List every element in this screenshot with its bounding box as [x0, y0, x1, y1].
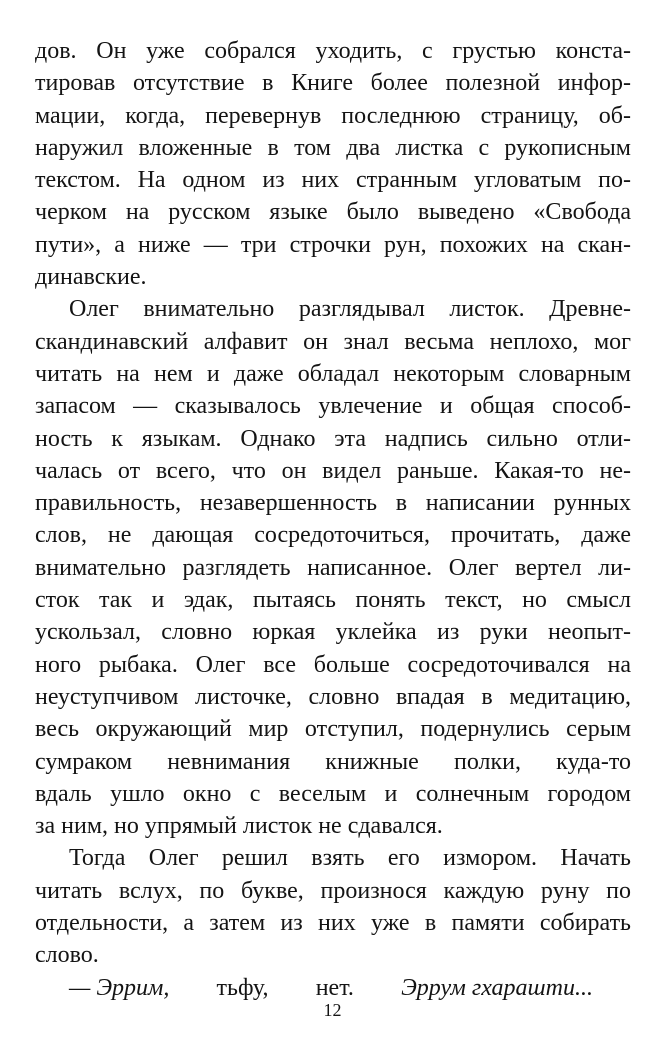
dialogue-part-1: — Эррим, [69, 974, 170, 1001]
text-line: чалась от всего, что он видел раньше. Какая-то не- [35, 457, 631, 484]
text-line: читать вслух, по букве, произнося каждую руну по [35, 877, 631, 904]
text-line: весь окружающий мир отступил, подернулись серым [35, 716, 631, 743]
text-line: тировав отсутствие в Книге более полезной инфор- [35, 70, 631, 97]
text-line: Тогда Олег решил взять его измором. Начать [69, 845, 631, 872]
text-line: запасом — сказывалось увлечение и общая способ- [35, 393, 631, 420]
text-line: вдаль ушло окно с веселым и солнечным городом [35, 780, 631, 807]
text-line: читать на нем и даже обладал некоторым словарным [35, 360, 631, 387]
paragraph [35, 35, 631, 293]
dialogue-part-2: тьфу, [216, 974, 269, 1001]
text-line: неуступчивом листочке, словно впадая в медитацию, [35, 683, 631, 710]
text-line: ускользал, словно юркая уклейка из руки неопыт- [35, 619, 631, 646]
text-line: ного рыбака. Олег все больше сосредоточивался на [35, 651, 631, 678]
text-line: наружил вложенные в том два листка с рукописным [35, 134, 631, 161]
text-line: слов, не дающая сосредоточиться, прочитать, даже [35, 522, 631, 549]
text-line: черком на русском языке было выведено «Свобода [35, 199, 631, 226]
text-line: внимательно разглядеть написанное. Олег вертел ли- [35, 554, 631, 581]
text-line: динавские. [35, 264, 147, 291]
paragraph [35, 842, 631, 971]
dialogue-part-3: нет. [315, 974, 354, 1001]
text-line: ность к языкам. Однако эта надпись сильно отли- [35, 425, 631, 452]
text-line: отдельности, а затем из них уже в памяти собирать [35, 910, 631, 937]
body-text [35, 35, 631, 1004]
text-line: мации, когда, перевернув последнюю страницу, об- [35, 102, 631, 129]
text-line: скандинавский алфавит он знал весьма неплохо, мог [35, 328, 631, 355]
text-line: текстом. На одном из них странным угловатым по- [35, 167, 631, 194]
paragraph [35, 293, 631, 842]
text-line: дов. Он уже собрался уходить, с грустью конста- [35, 38, 631, 64]
text-line: Олег внимательно разглядывал листок. Древне- [69, 296, 631, 323]
dialogue-part-4: Эррум гхарашти... [401, 974, 593, 1001]
paragraphs-container [35, 35, 631, 972]
text-line: пути», а ниже — три строчки рун, похожих на скан- [35, 231, 631, 258]
text-line: слово. [35, 942, 99, 969]
text-line: сток так и эдак, пытаясь понять текст, но смысл [35, 587, 631, 614]
page-number: 12 [323, 1000, 342, 1020]
text-line: правильность, незавершенность в написании рунных [35, 490, 631, 517]
text-line: сумраком невнимания книжные полки, куда-то [35, 748, 631, 775]
text-line: за ним, но упрямый листок не сдавался. [35, 813, 443, 840]
